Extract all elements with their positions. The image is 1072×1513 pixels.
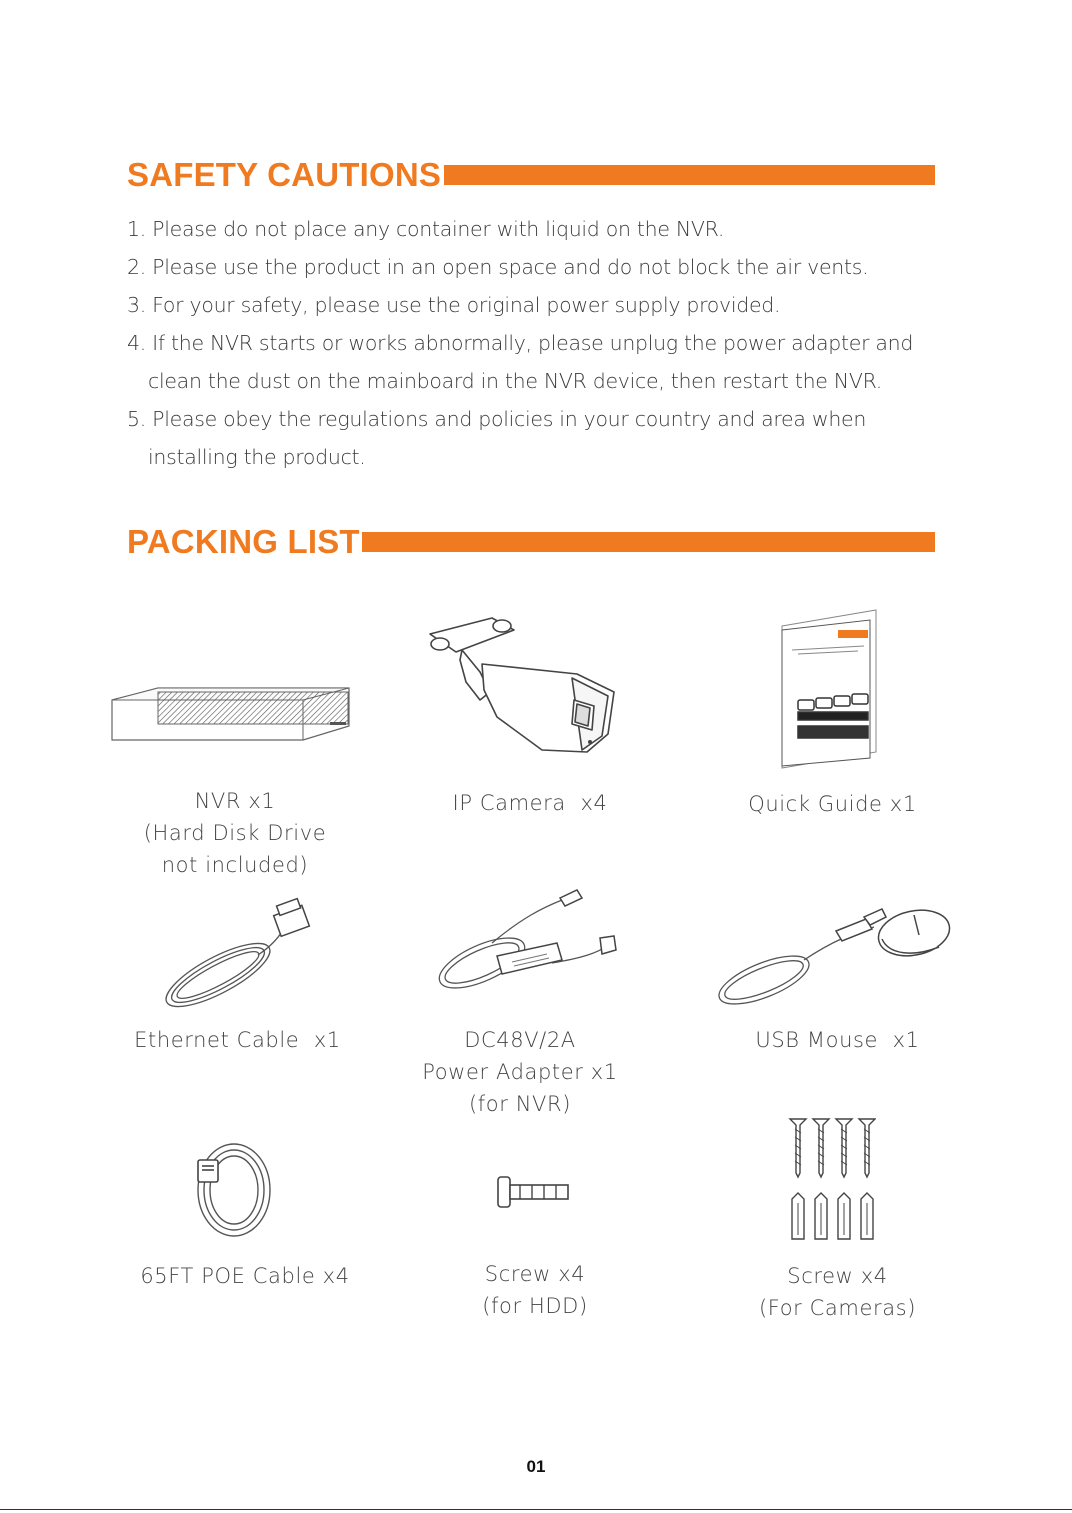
caption-line: Power Adapter x1 [422,1060,618,1084]
caption-line: IP Camera x4 [452,791,608,815]
caption-line: (For Cameras) [758,1296,917,1320]
safety-cautions-title: SAFETY CAUTIONS [127,156,442,193]
quick-guide-icon [778,608,883,770]
nvr-icon [108,682,353,744]
caption-line: (for HDD) [482,1294,588,1318]
caption-line: Screw x4 [787,1264,888,1288]
ip-camera-icon [422,612,622,757]
page-number: 01 [526,1457,546,1476]
poe-cable-icon [190,1140,280,1240]
caution-item: 4. If the NVR starts or works abnormally, please unplug the power adapter and clean the dust on the mainboard in the NVR device, then restart the NVR. [127,331,914,393]
hdd-screw-caption [415,1258,655,1322]
caution-item: 3. For your safety, please use the original power supply provided. [127,293,781,317]
caution-item: 1. Please do not place any container with liquid on the NVR. [127,217,725,241]
camera-screws-icon [786,1115,876,1245]
bottom-rule [0,1509,1072,1510]
quick-guide-caption [715,788,950,820]
safety-title-bar [444,165,935,185]
caption-line: Ethernet Cable x1 [134,1028,341,1052]
caption-line: 65FT POE Cable x4 [140,1264,350,1288]
usb-mouse-caption [720,1024,955,1056]
ethernet-cable-icon [158,895,318,1010]
caution-item: 5. Please obey the regulations and policies in your country and area when installing the product. [127,407,867,469]
hdd-screw-icon [494,1174,574,1210]
nvr-caption [120,785,350,881]
caption-line: not included) [161,853,309,877]
caution-item: 2. Please use the product in an open space and do not block the air vents. [127,255,869,279]
packing-list-title: PACKING LIST [127,523,360,560]
ip-camera-caption [410,787,650,819]
usb-mouse-icon [714,905,954,1010]
caption-line: Quick Guide x1 [748,792,917,816]
caption-line: DC48V/2A [464,1028,576,1052]
caption-line: Screw x4 [484,1262,586,1286]
safety-cautions-list [127,210,957,476]
ethernet-cable-caption [115,1024,360,1056]
packing-title-bar [362,532,935,552]
caption-line: (Hard Disk Drive [143,821,327,845]
power-adapter-icon [432,888,622,993]
camera-screws-caption [715,1260,960,1324]
caption-line: USB Mouse x1 [755,1028,920,1052]
caption-line: NVR x1 [194,789,276,813]
power-adapter-caption [400,1024,640,1120]
caption-line: (for NVR) [468,1092,571,1116]
poe-cable-caption [125,1260,365,1292]
